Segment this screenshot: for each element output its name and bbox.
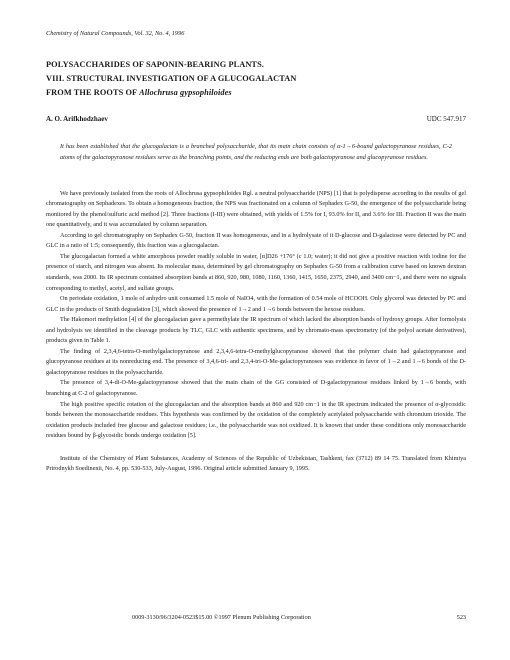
journal-header: Chemistry of Natural Compounds, Vol. 32, No. 4, 1996: [46, 30, 185, 37]
body-paragraph-8: The high positive specific rotation of the glucogalactan and the absorption bands at 860 and 920 cm−1 in the IR spectrum indicated the presence of α-glycosidic bonds between the monosaccharide residues. This hypothesis was confirmed by the oxidation of the completely acetylated polysaccharide with chromium trioxide. The oxidation products included free glucose and galactose residues; i.e., the polysaccharide was not oxidized. It is known that under these conditions only monosaccharide residues bound by β-glycosidic bonds undergo oxidation [5].: [46, 400, 466, 440]
article-title: [46, 58, 466, 99]
page-number: 523: [456, 614, 466, 621]
byline: [46, 115, 466, 123]
abstract: It has been established that the glucogalactan is a branched polysaccharide, that its main chain consists of α-1→6-bound galactopyranose residues, C-2 atoms of the galactopyranose residues serve as the branching points, and the reducing ends are both galactopyranose and glucopyranose residues.: [60, 143, 452, 161]
author-name: A. O. Arifkhodzhaev: [46, 115, 108, 124]
body-paragraph-4: On periodate oxidation, 1 mole of anhydro unit consumed 1.5 mole of NaIO4, with the formation of 0.54 mole of HCOOH. Only glycerol was detected by PC and GLC in the products of Smith degradation [3], which showed the presence of 1→2 and 1→6 bonds between the hexose residues.: [46, 295, 466, 313]
title-species: Allochrusa gypsophiloides: [139, 87, 232, 97]
article-page: [46, 28, 466, 475]
body-paragraph-6: The finding of 2,3,4,6-tetra-O-methylgalactopyranose and 2,3,4,6-tetra-O-methylglucopyranose showed that the polymer chain had galactopyranose and glucopyranose residues at its nonreducing end. The presence of 3,4,6-tri- and 2,3,4-tri-O-Me-galactopyranoses was evidence in favor of 1→2 and 1→6 bonds of the D-galactopyranose residues in the polysaccharide.: [46, 347, 466, 376]
title-line-3: [46, 86, 466, 100]
body-paragraph-2: According to gel chromatography on Sephadex G-50, fraction II was homogeneous, and in a hydrolysate of it D-glucose and D-galactose were detected by PC and GLC in a ratio of 1:5; consequently, this fraction was a glucogalactan.: [46, 231, 466, 250]
title-line-3-prefix: FROM THE ROOTS OF: [46, 87, 140, 97]
body-paragraph-7: The presence of 3,4-di-O-Me-galactopyranose showed that the main chain of the GG consisted of D-galactopyranose residues linked by 1→6 bonds, with branching at C-2 of galactopyranose.: [46, 379, 466, 397]
publication-code: 0009-3130/96/3204-0523$15.00 ©1997 Plenum Publishing Corporation: [132, 614, 311, 621]
affiliation-footnote: Institute of the Chemistry of Plant Substances, Academy of Sciences of the Republic of Uzbekistan, Tashkent, fax (3712) 89 14 75. Translated from Khimiya Prirodnykh Soedinenii, No. 4, pp. 530-533, July-August, 1996. Original article submitted January 9, 1995.: [46, 454, 466, 473]
title-line-2: VIII. STRUCTURAL INVESTIGATION OF A GLUCOGALACTAN: [46, 73, 297, 83]
body-paragraph-1: We have previously isolated from the roots of Allochrusa gypsophiloides Rgl. a neutral polysaccharide (NPS) [1] that is polydisperse according to the results of gel chromatography on Sephadexes. To obtain a homogeneous fraction, the NPS was fractionated on a column of Sephadex G-50, the emergence of the polysaccharide being monitored by the phenol/sulfuric acid method [2]. Three fractions (I-III) were obtained, with yields of 1.5% for I, 93.0% for II, and 3.6% for III. Fraction II was the main one quantitatively, and it was accumulated by column separation.: [46, 189, 466, 229]
body-paragraph-5: The Hakomori methylation [4] of the glucogalactan gave a permethylate the IR spectrum of which lacked the absorption bands of hydroxy groups. After formolysis and hydrolysis we identified in the cleavage products by TLC, GLC with authentic specimens, and by chromato-mass spectrometry (of the polyol acetate derivatives), products given in Table 1.: [46, 316, 466, 345]
udc-code: UDC 547.917: [426, 115, 466, 124]
article-body: [46, 189, 466, 442]
title-line-1: POLYSACCHARIDES OF SAPONIN-BEARING PLANTS.: [46, 60, 264, 69]
body-paragraph-3: The glucogalactan formed a white amorphous powder readily soluble in water, [α]D26 +176° (c 1.0; water); it did not give a positive reaction with iodine for the presence of starch, and nitrogen was absent. Its molecular mass, determined by gel chromatography on Sephadex G-50 from a calibration curve based on known dextran standards, was 2000. Its IR spectrum contained absorption bands at 860, 920, 980, 1080, 1160, 1360, 1415, 1650, 2375, 2940, and 3400 cm−1, and there were no signals corresponding to methyl, acetyl, and sulfate groups.: [46, 252, 466, 292]
